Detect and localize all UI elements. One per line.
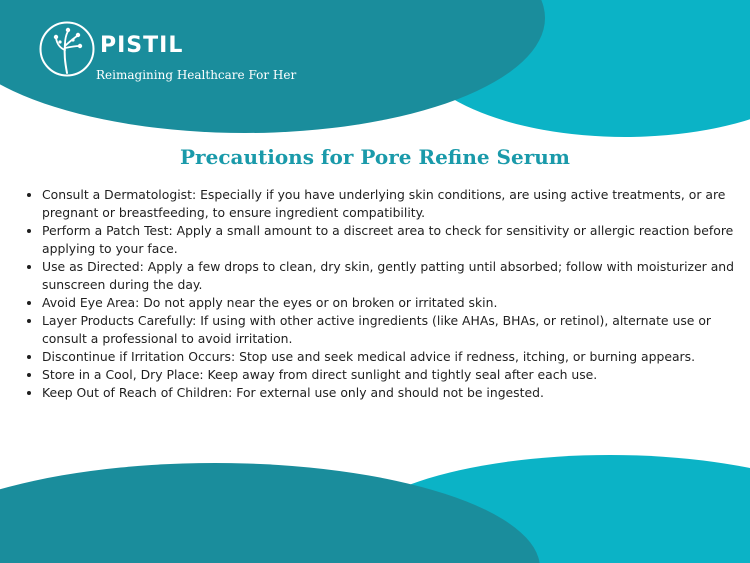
list-item: • Avoid Eye Area: Do not apply near the eyes or on broken or irritated skin.	[42, 294, 750, 312]
list-item: • Consult a Dermatologist: Especially if you have underlying skin conditions, are using active treatments, or are pregnant or breastfeeding, to ensure ingredient compatibility.	[42, 186, 750, 222]
precautions-list	[22, 186, 750, 402]
list-item: • Use as Directed: Apply a few drops to clean, dry skin, gently patting until absorbed; follow with moisturizer and sunscreen during the day.	[42, 258, 750, 294]
brand-name: PISTIL	[100, 33, 184, 58]
list-item: • Discontinue if Irritation Occurs: Stop use and seek medical advice if redness, itching, or burning appears.	[42, 348, 750, 366]
list-item: • Store in a Cool, Dry Place: Keep away from direct sunlight and tightly seal after each use.	[42, 366, 750, 384]
page-title: Precautions for Pore Refine Serum	[180, 145, 570, 169]
list-item: • Keep Out of Reach of Children: For external use only and should not be ingested.	[42, 384, 750, 402]
list-item: • Layer Products Carefully: If using with other active ingredients (like AHAs, BHAs, or retinol), alternate use or consult a professional to avoid irritation.	[42, 312, 750, 348]
list-item: • Perform a Patch Test: Apply a small amount to a discreet area to check for sensitivity or allergic reaction before applying to your face.	[42, 222, 750, 258]
flower-stem-icon	[38, 20, 96, 78]
brand-tagline: Reimagining Healthcare For Her	[96, 68, 297, 82]
